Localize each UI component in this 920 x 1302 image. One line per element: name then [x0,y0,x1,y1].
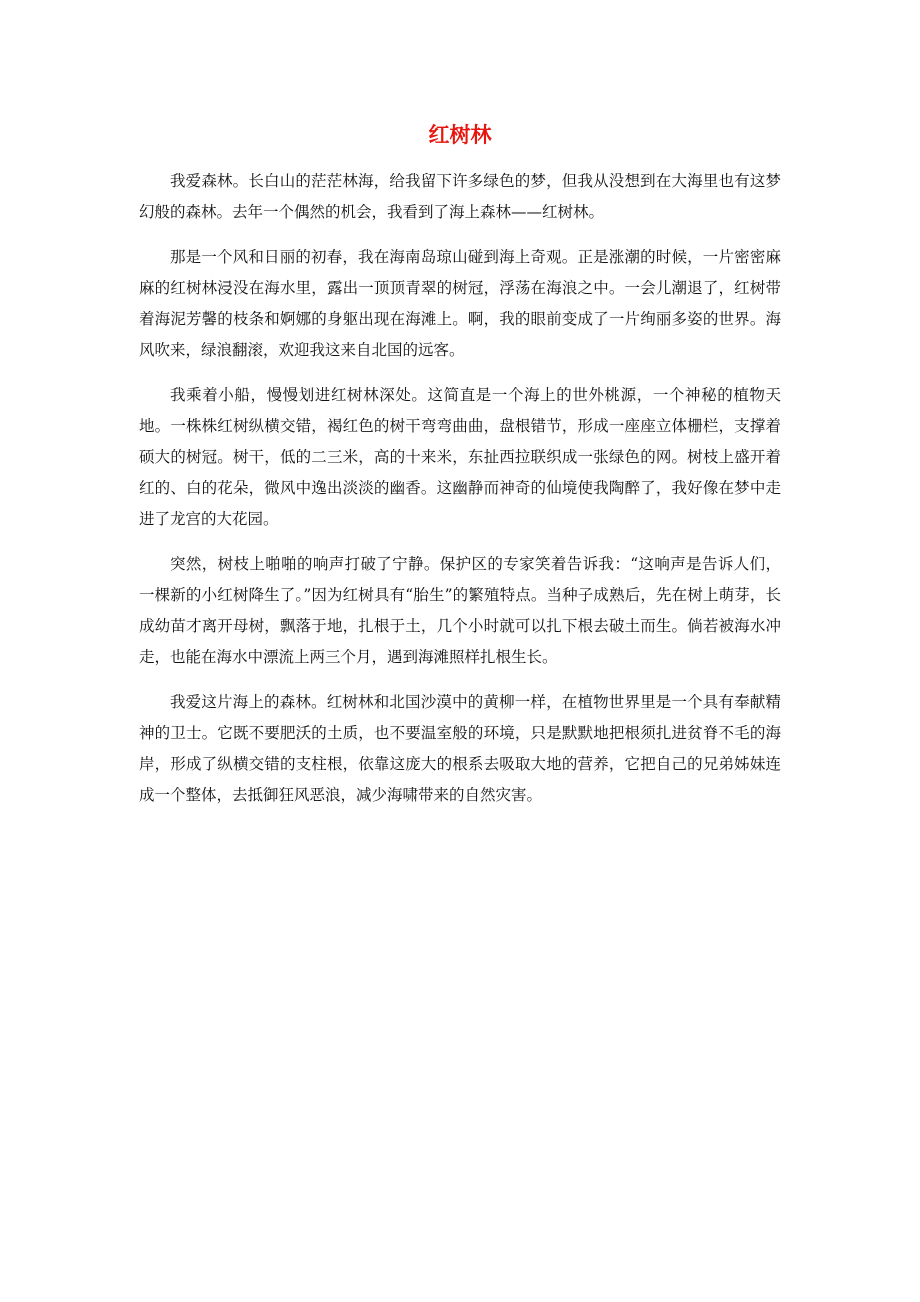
paragraph-3: 我乘着小船，慢慢划进红树林深处。这简直是一个海上的世外桃源，一个神秘的植物天地。一株株红树纵横交错，褐红色的树干弯弯曲曲，盘根错节，形成一座座立体栅栏，支撑着硕大的树冠。树干，低的二三米，高的十来米，东扯西拉联织成一张绿色的网。树枝上盛开着红的、白的花朵，微风中逸出淡淡的幽香。这幽静而神奇的仙境使我陶醉了，我好像在梦中走进了龙宫的大花园。 [139,386,781,528]
document-body [139,166,781,825]
paragraph-2: 那是一个风和日丽的初春，我在海南岛琼山碰到海上奇观。正是涨潮的时候，一片密密麻麻的红树林浸没在海水里，露出一顶顶青翠的树冠，浮荡在海浪之中。一会儿潮退了，红树带着海泥芳馨的枝条和婀娜的身躯出现在海滩上。啊，我的眼前变成了一片绚丽多姿的世界。海风吹来，绿浪翻滚，欢迎我这来自北国的远客。 [139,248,781,359]
paragraph-1: 我爱森林。长白山的茫茫林海，给我留下许多绿色的梦，但我从没想到在大海里也有这梦幻般的森林。去年一个偶然的机会，我看到了海上森林——红树林。 [139,172,781,221]
document-title: 红树林 [428,123,492,147]
paragraph-5: 我爱这片海上的森林。红树林和北国沙漠中的黄柳一样，在植物世界里是一个具有奉献精神的卫士。它既不要肥沃的土质，也不要温室般的环境，只是默默地把根须扎进贫脊不毛的海岸，形成了纵横交错的支柱根，依靠这庞大的根系去吸取大地的营养，它把自己的兄弟姊妹连成一个整体，去抵御狂风恶浪，减少海啸带来的自然灾害。 [139,693,781,804]
paragraph-4: 突然，树枝上啪啪的响声打破了宁静。保护区的专家笑着告诉我：“这响声是告诉人们，一棵新的小红树降生了。”因为红树具有“胎生”的繁殖特点。当种子成熟后，先在树上萌芽，长成幼苗才离开母树，飘落于地，扎根于土，几个小时就可以扎下根去破土而生。倘若被海水冲走，也能在海水中漂流上两三个月，遇到海滩照样扎根生长。 [139,555,781,666]
